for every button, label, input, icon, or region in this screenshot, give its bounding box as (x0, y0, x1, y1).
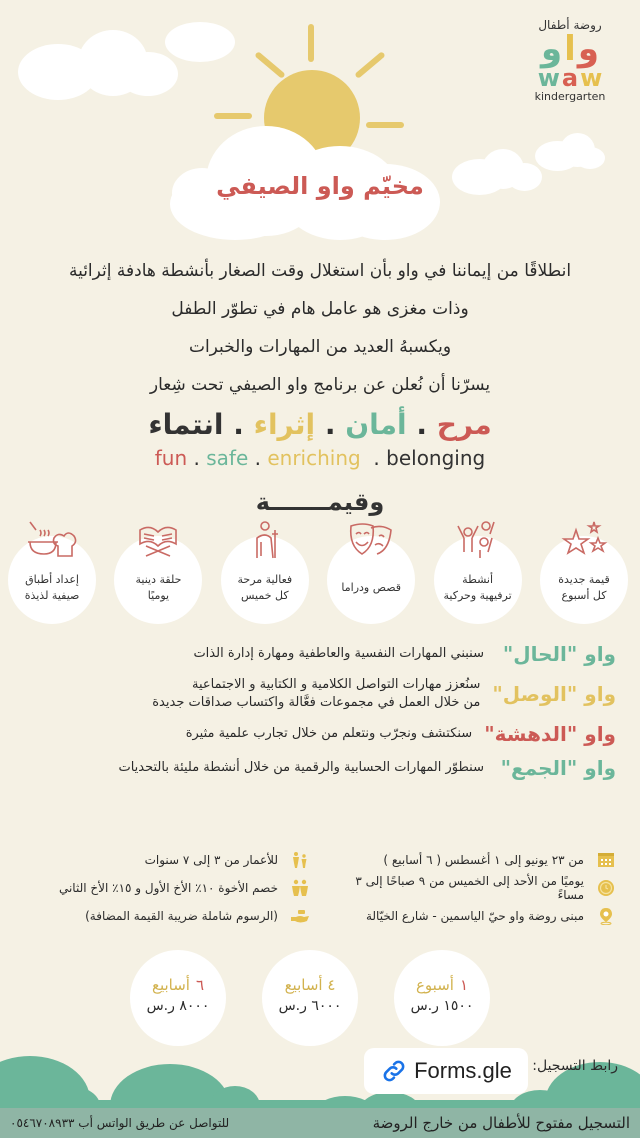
hills-decoration (0, 1040, 640, 1110)
program-name: واو "الوصل" (492, 682, 616, 706)
price-duration (262, 976, 358, 994)
value-label (540, 572, 628, 604)
detail-row (10, 846, 310, 874)
slogan-separator: . (223, 408, 254, 441)
slogan-word: مرح (436, 408, 492, 441)
registration-link-text: Forms.gle (414, 1058, 512, 1083)
intro-line: ويكسبهُ العديد من المهارات والخبرات (188, 337, 452, 357)
value-label-line: فعالية مرحة (237, 573, 293, 586)
slogan-word: belonging (386, 446, 486, 470)
logo-letter: و (541, 29, 563, 69)
slogan-word: أمان (345, 408, 407, 441)
program-row (16, 642, 616, 666)
program-name: واو "الحال" (502, 642, 616, 666)
footer-whatsapp-contact[interactable]: للتواصل عن طريق الواتس أب ٠٥٤٦٧٠٨٩٣٣ (10, 1116, 230, 1130)
detail-row (10, 902, 310, 930)
slogan-separator: . (315, 408, 346, 441)
values-heading: وقيمـــــــة (255, 488, 385, 516)
value-label-line: يوميًا (147, 589, 170, 602)
quran-stand-icon (132, 520, 184, 560)
calendar-icon (596, 851, 616, 869)
program-description-line: سنبني المهارات النفسية والعاطفية ومهارة إدارة الذات (193, 646, 484, 661)
logo-subtitle: kindergarten (534, 90, 606, 103)
intro-text (20, 252, 620, 404)
program-description-line: من خلال العمل في مجموعات فعَّالة واكتساب صداقات جديدة (152, 695, 481, 710)
value-label-line: حلقة دينية (135, 573, 182, 586)
program-description-line: سنطوّر المهارات الحسابية والرقمية من خلال أنشطة مليئة بالتحديات (118, 760, 484, 775)
intro-line: يسرّنا أن نُعلن عن برنامج واو الصيفي تحت شِعار (149, 375, 491, 395)
slogan-separator: . (187, 446, 207, 470)
link-icon (380, 1057, 408, 1085)
people-cheering-icon (452, 520, 504, 560)
enrollment-details (10, 846, 310, 930)
slogan-separator: . (360, 446, 387, 470)
logo-letter: و (577, 29, 599, 69)
person-activity-icon (239, 520, 291, 560)
program-description (186, 725, 485, 743)
price-duration (394, 976, 490, 994)
registration-link[interactable] (364, 1048, 528, 1094)
program-description-line: سنكتشف ونجرّب ونتعلم من خلال تجارب علمية مثيرة (185, 726, 473, 741)
slogan-arabic (0, 408, 640, 441)
values-list (8, 526, 628, 624)
drama-masks-icon (345, 520, 397, 560)
logo (520, 18, 620, 103)
value-label-line: كل أسبوع (561, 589, 607, 602)
price-amount: ١٥٠٠ ر.س (410, 998, 474, 1014)
logo-top-text: روضة أطفال (538, 18, 602, 32)
cloud-decoration (535, 133, 605, 173)
detail-text: خصم الأخوة ١٠٪ الأخ الأول و ١٥٪ الأخ الثاني (58, 881, 278, 895)
program-description-line: سنُعزز مهارات التواصل الكلامية و الكتابية و الاجتماعية (191, 677, 481, 692)
price-amount: ٨٠٠٠ ر.س (146, 998, 210, 1014)
footer-registration-note: التسجيل مفتوح للأطفال من خارج الروضة (372, 1114, 630, 1132)
detail-text: (الرسوم شاملة ضريبة القيمة المضافة) (85, 909, 278, 923)
detail-text: مبنى روضة واو حيّ الياسمين - شارع الخيّالة (365, 909, 584, 923)
logo-letter: w (537, 64, 560, 92)
duration-number: ١ (459, 976, 469, 994)
slogan-separator: . (406, 408, 437, 441)
logo-latin-letters (520, 66, 620, 90)
value-label-line: قيمة جديدة (558, 573, 610, 586)
stars-icon (558, 520, 610, 560)
program-description (152, 676, 492, 712)
price-option-1-week (394, 950, 490, 1046)
logo-letter: ا (564, 29, 576, 69)
value-item (114, 536, 202, 624)
duration-unit: أسابيع (151, 976, 190, 994)
cloud-decoration (18, 30, 163, 100)
value-label-line: صيفية لذيذة (24, 589, 80, 602)
footer-bar (0, 1108, 640, 1138)
slogan-word: safe (206, 446, 249, 470)
value-label-line: قصص ودراما (341, 581, 402, 594)
value-label (221, 572, 309, 604)
value-label (8, 572, 96, 604)
program-row (16, 722, 616, 746)
location-pin-icon (596, 907, 616, 925)
value-label (327, 580, 415, 596)
value-label (114, 572, 202, 604)
price-amount: ٦٠٠٠ ر.س (278, 998, 342, 1014)
value-item (540, 536, 628, 624)
program-description (193, 645, 496, 663)
cooking-pan-chef-hat-icon (26, 520, 78, 560)
detail-text: للأعمار من ٣ إلى ٧ سنوات (144, 853, 278, 867)
page-title: مخيّم واو الصيفي (216, 172, 424, 200)
program-name: واو "الدهشة" (484, 722, 616, 746)
cloud-decoration (165, 16, 245, 56)
value-label-line: كل خميس (241, 589, 289, 602)
program-name: واو "الجمع" (500, 756, 616, 780)
logo-letter: w (580, 64, 603, 92)
program-list (16, 642, 616, 790)
duration-unit: ٤ أسابيع (284, 976, 336, 994)
duration-unit: أسبوع (415, 976, 454, 994)
price-duration (130, 976, 226, 994)
detail-row (326, 874, 616, 902)
slogan-word: fun (154, 446, 188, 470)
intro-line: وذات مغزى هو عامل هام في تطوّر الطفل (171, 299, 469, 319)
value-label-line: إعداد أطباق (25, 573, 79, 586)
price-option-6-weeks (130, 950, 226, 1046)
value-label (434, 572, 522, 604)
detail-row (326, 846, 616, 874)
value-item (434, 536, 522, 624)
children-icon (290, 851, 310, 869)
detail-text: يوميًا من الأحد إلى الخميس من ٩ صباحًا إلى ٣ مساءً (355, 874, 584, 902)
program-row (16, 756, 616, 780)
program-description (118, 759, 496, 777)
intro-line: انطلاقًا من إيماننا في واو بأن استغلال وقت الصغار بأنشطة هادفة إثرائية (68, 261, 572, 281)
value-item (221, 536, 309, 624)
program-row (16, 676, 616, 712)
slogan-word: enriching (267, 446, 361, 470)
slogan-english (0, 446, 640, 470)
detail-row (10, 874, 310, 902)
slogan-word: إثراء (253, 408, 316, 441)
registration-label: رابط التسجيل: (532, 1058, 618, 1074)
siblings-icon (290, 879, 310, 897)
price-option-4-weeks (262, 950, 358, 1046)
clock-icon (596, 879, 616, 897)
detail-text: من ٢٣ يونيو إلى ١ أغسطس ( ٦ أسابيع ) (383, 853, 584, 867)
value-item (8, 536, 96, 624)
slogan-word: انتماء (148, 408, 224, 441)
value-label-line: أنشطة (462, 573, 494, 586)
value-label-line: ترفيهية وحركية (443, 589, 512, 602)
logo-letter: a (561, 64, 579, 92)
detail-row (326, 902, 616, 930)
value-item (327, 536, 415, 624)
slogan-separator: . (248, 446, 268, 470)
schedule-details (326, 846, 616, 930)
duration-number: ٦ (195, 976, 205, 994)
logo-arabic-letters (520, 29, 620, 69)
hand-money-icon (290, 907, 310, 925)
pricing-list (130, 950, 490, 1046)
